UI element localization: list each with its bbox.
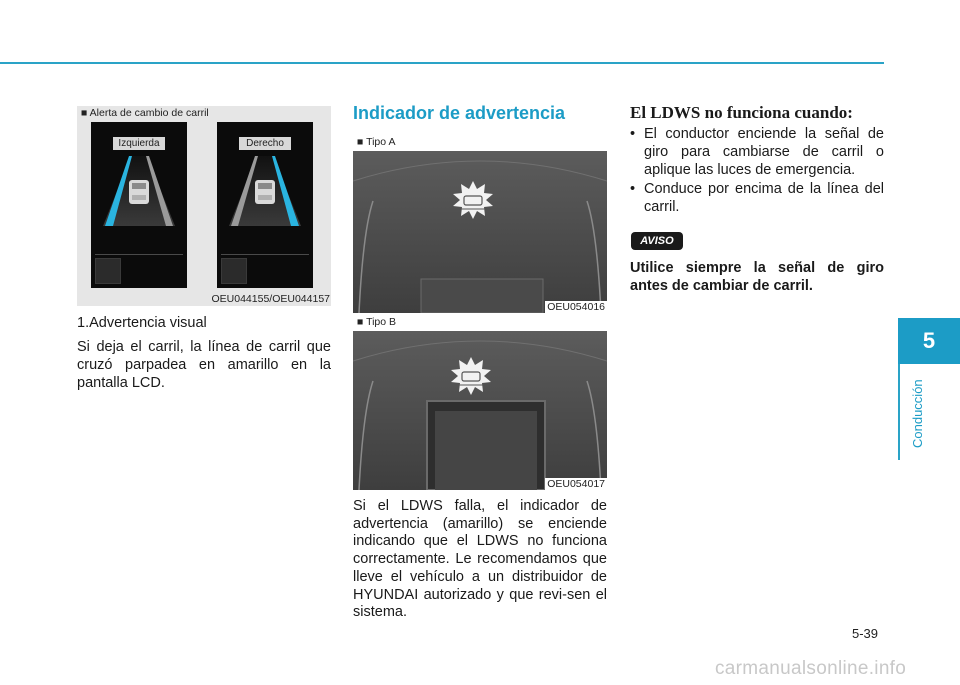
section-heading: Indicador de advertencia xyxy=(353,103,566,123)
header-rule xyxy=(0,62,884,64)
list-item: • El conductor enciende la señal de giro para cambiarse de carril o aplique las luces de emergencia. xyxy=(630,126,884,178)
figure-code: OEU054016 xyxy=(547,301,605,313)
page-number: 5-39 xyxy=(852,626,879,641)
ldws-warning-icon xyxy=(453,181,493,219)
figure-code: OEU054017 xyxy=(547,478,605,490)
list-item: • Conduce por encima de la línea del carril. xyxy=(630,181,884,215)
lcd-screen-left xyxy=(91,122,187,288)
ldws-warning-icon xyxy=(451,357,491,395)
figure-caption: ■ Tipo A xyxy=(357,136,396,148)
lcd-screen-right xyxy=(217,122,313,288)
bullet-icon: • xyxy=(630,126,636,142)
figure-code: OEU044155/OEU044157 xyxy=(211,293,330,305)
lcd-corner-box xyxy=(221,258,247,284)
figure-caption: ■ Tipo B xyxy=(357,316,397,328)
lcd-corner-box xyxy=(95,258,121,284)
paragraph-title: 1.Advertencia visual xyxy=(77,315,207,331)
notice-badge: AVISO xyxy=(631,232,683,250)
chapter-tab-label: Conducción xyxy=(910,379,925,448)
cluster-graphic-a xyxy=(353,151,607,313)
ldws-failure-paragraph: Si el LDWS falla, el indicador de advertencia (amarillo) se enciende indicando que el LDWS no funciona correctamente. Le recomendamos que lleve el vehículo a un distribuidor de HYUNDAI autorizado y que revi-sen el sistema. xyxy=(353,498,607,621)
chapter-tab-rule xyxy=(898,364,900,460)
watermark: carmanualsonline.info xyxy=(715,658,907,679)
paragraph-body: Si deja el carril, la línea de carril que cruzó parpadea en amarillo en la pantalla LCD. xyxy=(77,339,331,391)
lcd-label-left: Izquierda xyxy=(113,137,165,150)
warning-figure-type-b xyxy=(353,313,607,490)
visual-warning-text xyxy=(77,314,331,398)
bullet-icon: • xyxy=(630,181,636,197)
notice-text: Utilice siempre la señal de giro antes de cambiar de carril. xyxy=(630,260,884,294)
figure-caption: ■ Alerta de cambio de carril xyxy=(81,107,209,119)
chapter-tab: 5 xyxy=(898,318,960,364)
lane-change-alert-figure xyxy=(77,106,331,306)
lcd-label-right: Derecho xyxy=(239,137,291,150)
cluster-graphic-b xyxy=(353,331,607,490)
warning-figure-type-a xyxy=(353,133,607,313)
conditions-list xyxy=(630,125,884,217)
section-heading: El LDWS no funciona cuando: xyxy=(630,103,853,122)
